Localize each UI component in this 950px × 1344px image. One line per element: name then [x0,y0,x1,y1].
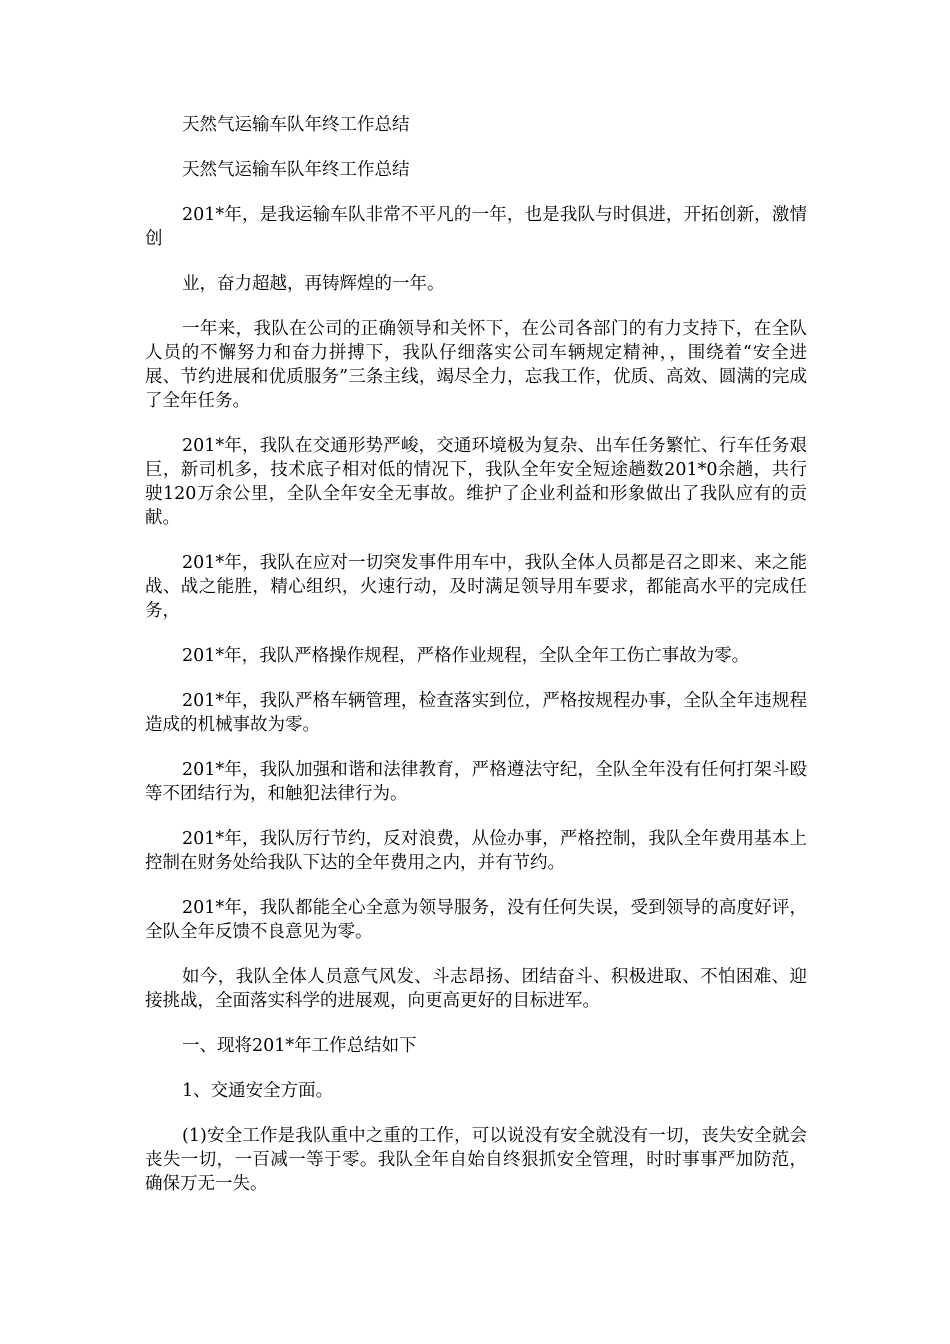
document-page [145,113,807,1217]
section-heading: 一、现将201*年工作总结如下 [182,1036,417,1056]
document-subtitle: 天然气运输车队年终工作总结 [182,160,410,180]
paragraph-outlook: 如今，我队全体人员意气风发、斗志昂扬、团结奋斗、积极进取、不怕困难、迎接挑战，全面落实科学的进展观，向更高更好的目标进军。 [145,967,807,1011]
paragraph-service: 201*年，我队都能全心全意为领导服务，没有任何失误，受到领导的高度好评，全队全年反馈不良意见为零。 [145,898,807,942]
document-title: 天然气运输车队年终工作总结 [182,115,410,135]
paragraph-overview: 一年来，我队在公司的正确领导和关怀下，在公司各部门的有力支持下，在全队人员的不懈努力和奋力拼搏下，我队仔细落实公司车辆规定精神，，围绕着“安全进展、节约进展和优质服务”三条主线，竭尽全力，忘我工作，优质、高效、圆满的完成了全年任务。 [145,319,807,411]
paragraph-intro-continued: 业，奋力超越，再铸辉煌的一年。 [182,274,445,294]
subsection-heading: 1、交通安全方面。 [182,1081,334,1101]
paragraph-operation-rules: 201*年，我队严格操作规程，严格作业规程，全队全年工伤亡事故为零。 [182,646,750,666]
paragraph-safety-item-1: (1)安全工作是我队重中之重的工作，可以说没有安全就没有一切，丧失安全就会丧失一切，一百减一等于零。我队全年自始自终狠抓安全管理，时时事事严加防范，确保万无一失。 [145,1126,807,1194]
paragraph-cost-saving: 201*年，我队厉行节约，反对浪费，从俭办事，严格控制，我队全年费用基本上控制在财务处给我队下达的全年费用之内，并有节约。 [145,829,807,873]
paragraph-traffic-safety: 201*年，我队在交通形势严峻，交通环境极为复杂、出车任务繁忙、行车任务艰巨，新司机多，技术底子相对低的情况下，我队全年安全短途趟数201*0余趟，共行驶120万余公里，全队全年安全无事故。维护了企业利益和形象做出了我队应有的贡献。 [145,436,807,528]
paragraph-legal-education: 201*年，我队加强和谐和法律教育，严格遵法守纪，全队全年没有任何打架斗殴等不团结行为，和触犯法律行为。 [145,760,807,804]
paragraph-emergency: 201*年，我队在应对一切突发事件用车中，我队全体人员都是召之即来、来之能战、战之能胜，精心组织，火速行动，及时满足领导用车要求，都能高水平的完成任务， [145,553,807,621]
paragraph-vehicle-management: 201*年，我队严格车辆管理，检查落实到位，严格按规程办事，全队全年违规程造成的机械事故为零。 [145,691,807,735]
paragraph-intro: 201*年，是我运输车队非常不平凡的一年，也是我队与时俱进，开拓创新，激情创 [145,205,807,249]
